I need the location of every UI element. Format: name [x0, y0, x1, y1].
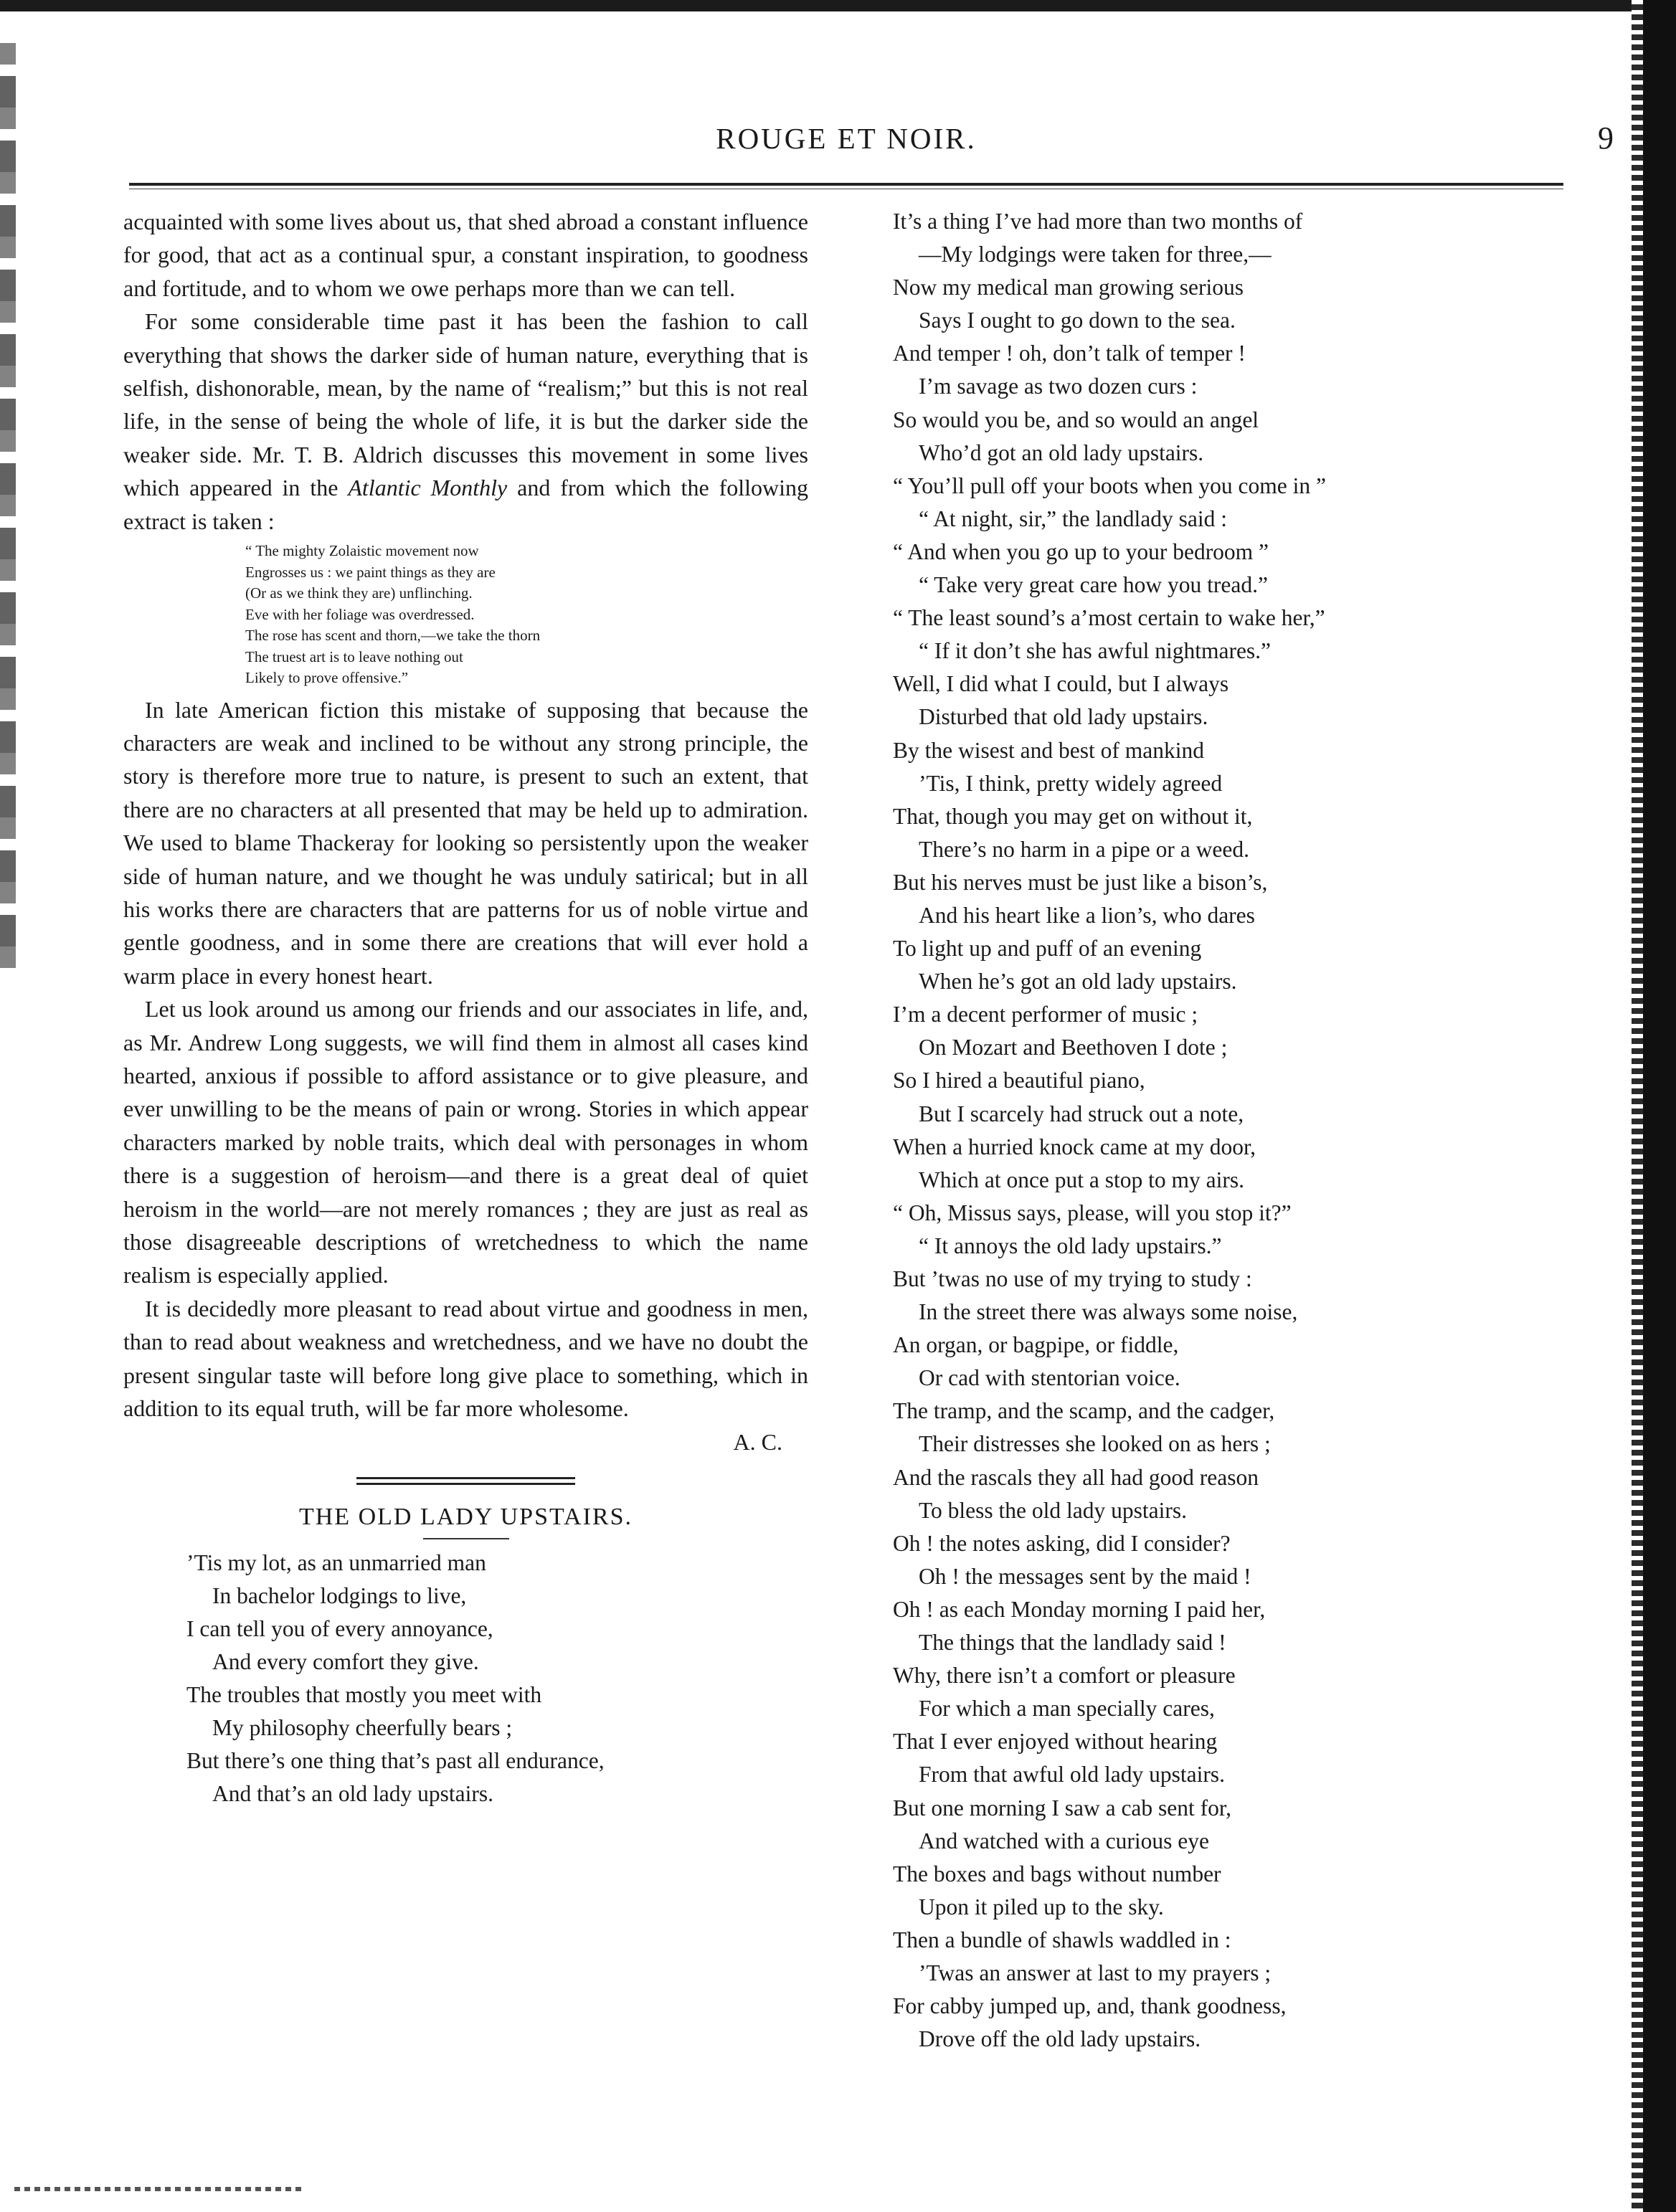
- quote-line: The truest art is to leave nothing out: [245, 647, 463, 665]
- poem-line: Or cad with stentorian voice.: [919, 1365, 1180, 1391]
- right-column: [893, 205, 1488, 2056]
- signature: A. C.: [733, 1428, 782, 1455]
- poem-line: An organ, or bagpipe, or fiddle,: [893, 1332, 1179, 1358]
- poem-line: In bachelor lodgings to live,: [212, 1582, 467, 1608]
- quote-line: “ The mighty Zolaistic movement now: [245, 542, 479, 560]
- poem-line: The things that the landlady said !: [919, 1630, 1226, 1656]
- poem-stanza: [893, 205, 1488, 470]
- poem-line: The boxes and bags without number: [893, 1861, 1221, 1886]
- poem-line: Oh ! the messages sent by the maid !: [919, 1563, 1251, 1589]
- poem-line: “ You’ll pull off your boots when you come in ”: [893, 473, 1326, 498]
- page-header: [129, 120, 1614, 163]
- article-paragraph: In late American fiction this mistake of supposing that because the characters are weak and inclined to be without any strong principle, the story is therefore more true to nature, is present to such an extent, that there are no characters at all presented that may be held up to admiration. We used to blame Thackeray for looking so persistently upon the weaker side of human nature, and we thought he was unduly satirical; but in all his works there are characters that are patterns for us of noble virtue and gentle goodness, and in some there are creations that will ever hold a warm place in every honest heart.: [123, 696, 808, 989]
- poem-line: And temper ! oh, don’t talk of temper !: [893, 341, 1246, 366]
- poem-line: Drove off the old lady upstairs.: [919, 2026, 1201, 2052]
- poem-line: But there’s one thing that’s past all endurance,: [186, 1748, 605, 1774]
- poem-line: “ Oh, Missus says, please, will you stop it?”: [893, 1200, 1292, 1225]
- header-rule: [129, 183, 1563, 186]
- poem-line: And that’s an old lady upstairs.: [212, 1781, 493, 1807]
- poem-line: Disturbed that old lady upstairs.: [919, 704, 1208, 730]
- poem-line: Oh ! as each Monday morning I paid her,: [893, 1596, 1266, 1622]
- poem-line: Well, I did what I could, but I always: [893, 671, 1229, 697]
- poem-line: Who’d got an old lady upstairs.: [919, 440, 1204, 465]
- poem-line: I’m a decent performer of music ;: [893, 1002, 1198, 1027]
- poem-line: And every comfort they give.: [212, 1648, 479, 1674]
- block-quote: [245, 541, 808, 689]
- poem-line: My philosophy cheerfully bears ;: [212, 1714, 513, 1740]
- poem-stanza: [186, 1547, 808, 1811]
- poem-line: Upon it piled up to the sky.: [919, 1894, 1164, 1919]
- poem-title: THE OLD LADY UPSTAIRS.: [298, 1503, 633, 1530]
- poem-line: There’s no harm in a pipe or a weed.: [919, 836, 1249, 862]
- page-number: 9: [1598, 120, 1614, 156]
- poem-stanzas-right: [893, 205, 1488, 2056]
- poem-line: And watched with a curious eye: [919, 1828, 1209, 1853]
- poem-line: The troubles that mostly you meet with: [186, 1681, 542, 1707]
- poem-line: To light up and puff of an evening: [893, 936, 1202, 962]
- poem-line: I’m savage as two dozen curs :: [919, 374, 1198, 399]
- poem-stanza: [893, 1527, 1488, 1792]
- poem-line: On Mozart and Beethoven I dote ;: [919, 1035, 1228, 1060]
- poem-line: It’s a thing I’ve had more than two months of: [893, 209, 1303, 234]
- poem-line: Oh ! the notes asking, did I consider?: [893, 1530, 1231, 1556]
- article-paragraph: acquainted with some lives about us, that shed abroad a constant influence for good, that act as a continual spur, a constant inspiration, to goodness and fortitude, and to whom we owe perhaps more than we can tell.: [123, 209, 808, 301]
- scan-edge-bottom: [14, 2187, 301, 2191]
- poem-line: That I ever enjoyed without hearing: [893, 1729, 1218, 1755]
- poem-line: For cabby jumped up, and, thank goodness,: [893, 1993, 1287, 2019]
- poem-line: I can tell you of every annoyance,: [186, 1615, 493, 1641]
- scan-edge-top: [0, 0, 1676, 43]
- poem-stanza: [893, 998, 1488, 1263]
- poem-line: To bless the old lady upstairs.: [919, 1497, 1188, 1523]
- poem-line: “ And when you go up to your bedroom ”: [893, 538, 1269, 564]
- poem-line: But I scarcely had struck out a note,: [919, 1101, 1244, 1126]
- poem-line: “ Take very great care how you tread.”: [919, 572, 1268, 598]
- poem-line: The tramp, and the scamp, and the cadger,: [893, 1398, 1275, 1424]
- poem-line: By the wisest and best of mankind: [893, 737, 1204, 763]
- poem-line: In the street there was always some noise,: [919, 1299, 1298, 1325]
- article-body: [123, 205, 808, 1458]
- poem-stanza: [893, 1792, 1488, 2056]
- poem-line: For which a man specially cares,: [919, 1696, 1215, 1722]
- poem-line: Says I ought to go down to the sea.: [919, 308, 1236, 333]
- poem-line: From that awful old lady upstairs.: [919, 1762, 1225, 1788]
- poem-line: So would you be, and so would an angel: [893, 407, 1259, 432]
- poem-line: Their distresses she looked on as hers ;: [919, 1431, 1271, 1457]
- scan-edge-right: [1632, 0, 1676, 2212]
- poem-line: ’Tis, I think, pretty widely agreed: [919, 770, 1223, 796]
- left-column: [123, 205, 808, 1810]
- scan-edge-left: [0, 43, 16, 975]
- poem-title-rule: [423, 1538, 509, 1539]
- poem-line: So I hired a beautiful piano,: [893, 1068, 1145, 1093]
- poem-line: ’Tis my lot, as an unmarried man: [186, 1549, 486, 1575]
- poem-line: And his heart like a lion’s, who dares: [919, 902, 1255, 928]
- poem-line: “ It annoys the old lady upstairs.”: [919, 1233, 1222, 1258]
- poem-line: Which at once put a stop to my airs.: [919, 1167, 1245, 1192]
- poem-stanza: [893, 734, 1488, 999]
- running-title: ROUGE ET NOIR.: [716, 122, 977, 155]
- poem-line: “ If it don’t she has awful nightmares.”: [919, 638, 1272, 664]
- section-separator: [356, 1477, 575, 1485]
- poem-line: —My lodgings were taken for three,—: [919, 242, 1272, 267]
- poem-line: “ The least sound’s a’most certain to wake her,”: [893, 605, 1325, 631]
- quote-line: Likely to prove offensive.”: [245, 669, 409, 687]
- poem-stanzas-left: [123, 1547, 808, 1811]
- quote-line: (Or as we think they are) unflinching.: [245, 584, 473, 602]
- poem-line: When he’s got an old lady upstairs.: [919, 969, 1237, 995]
- quote-line: Engrosses us : we paint things as they are: [245, 563, 496, 581]
- poem-line: But his nerves must be just like a bison’s,: [893, 869, 1268, 895]
- poem-line: When a hurried knock came at my door,: [893, 1134, 1256, 1159]
- quote-line: The rose has scent and thorn,—we take the thorn: [245, 627, 541, 645]
- poem-line: ’Twas an answer at last to my prayers ;: [919, 1960, 1272, 1985]
- poem-line: But one morning I saw a cab sent for,: [893, 1795, 1231, 1821]
- poem-line: That, though you may get on without it,: [893, 803, 1253, 829]
- poem-line: But ’twas no use of my trying to study :: [893, 1266, 1252, 1291]
- poem-stanza: [893, 470, 1488, 734]
- article-paragraph: For some considerable time past it has been the fashion to call everything that shows the darker side of human nature, everything that is selfish, dishonorable, mean, by the name of “realism;” but this is not real life, in the sense of being the whole of life, it is but the darker side the weaker side. Mr. T. B. Aldrich discusses this movement in some lives which appeared in the Atlantic Monthly and from which the following extract is taken :: [123, 308, 809, 534]
- quote-line: Eve with her foliage was overdressed.: [245, 605, 475, 623]
- article-paragraph: It is decidedly more pleasant to read about virtue and goodness in men, than to read about weakness and wretchedness, and we have no doubt the present singular taste will before long give place to something, which in addition to its equal truth, will be far more wholesome.: [123, 1295, 808, 1422]
- poem-line: Why, there isn’t a comfort or pleasure: [893, 1663, 1236, 1689]
- poem-line: Now my medical man growing serious: [893, 275, 1244, 300]
- poem-line: “ At night, sir,” the landlady said :: [919, 505, 1228, 531]
- poem-stanza: [893, 1263, 1488, 1527]
- article-paragraph: Let us look around us among our friends and our associates in life, and, as Mr. Andrew Long suggests, we will find them in almost all cases kind hearted, anxious if possible to afford assistance or to give pleasure, and ever unwilling to be the means of pain or wrong. Stories in which appear characters marked by noble traits, which deal with personages in whom there is a suggestion of heroism—and there is a great deal of quiet heroism in the world—are not merely romances ; they are just as real as those disagreeable descriptions of wretchedness to which the name realism is especially applied.: [123, 996, 808, 1288]
- poem-line: Then a bundle of shawls waddled in :: [893, 1927, 1231, 1952]
- poem-line: And the rascals they all had good reason: [893, 1464, 1259, 1490]
